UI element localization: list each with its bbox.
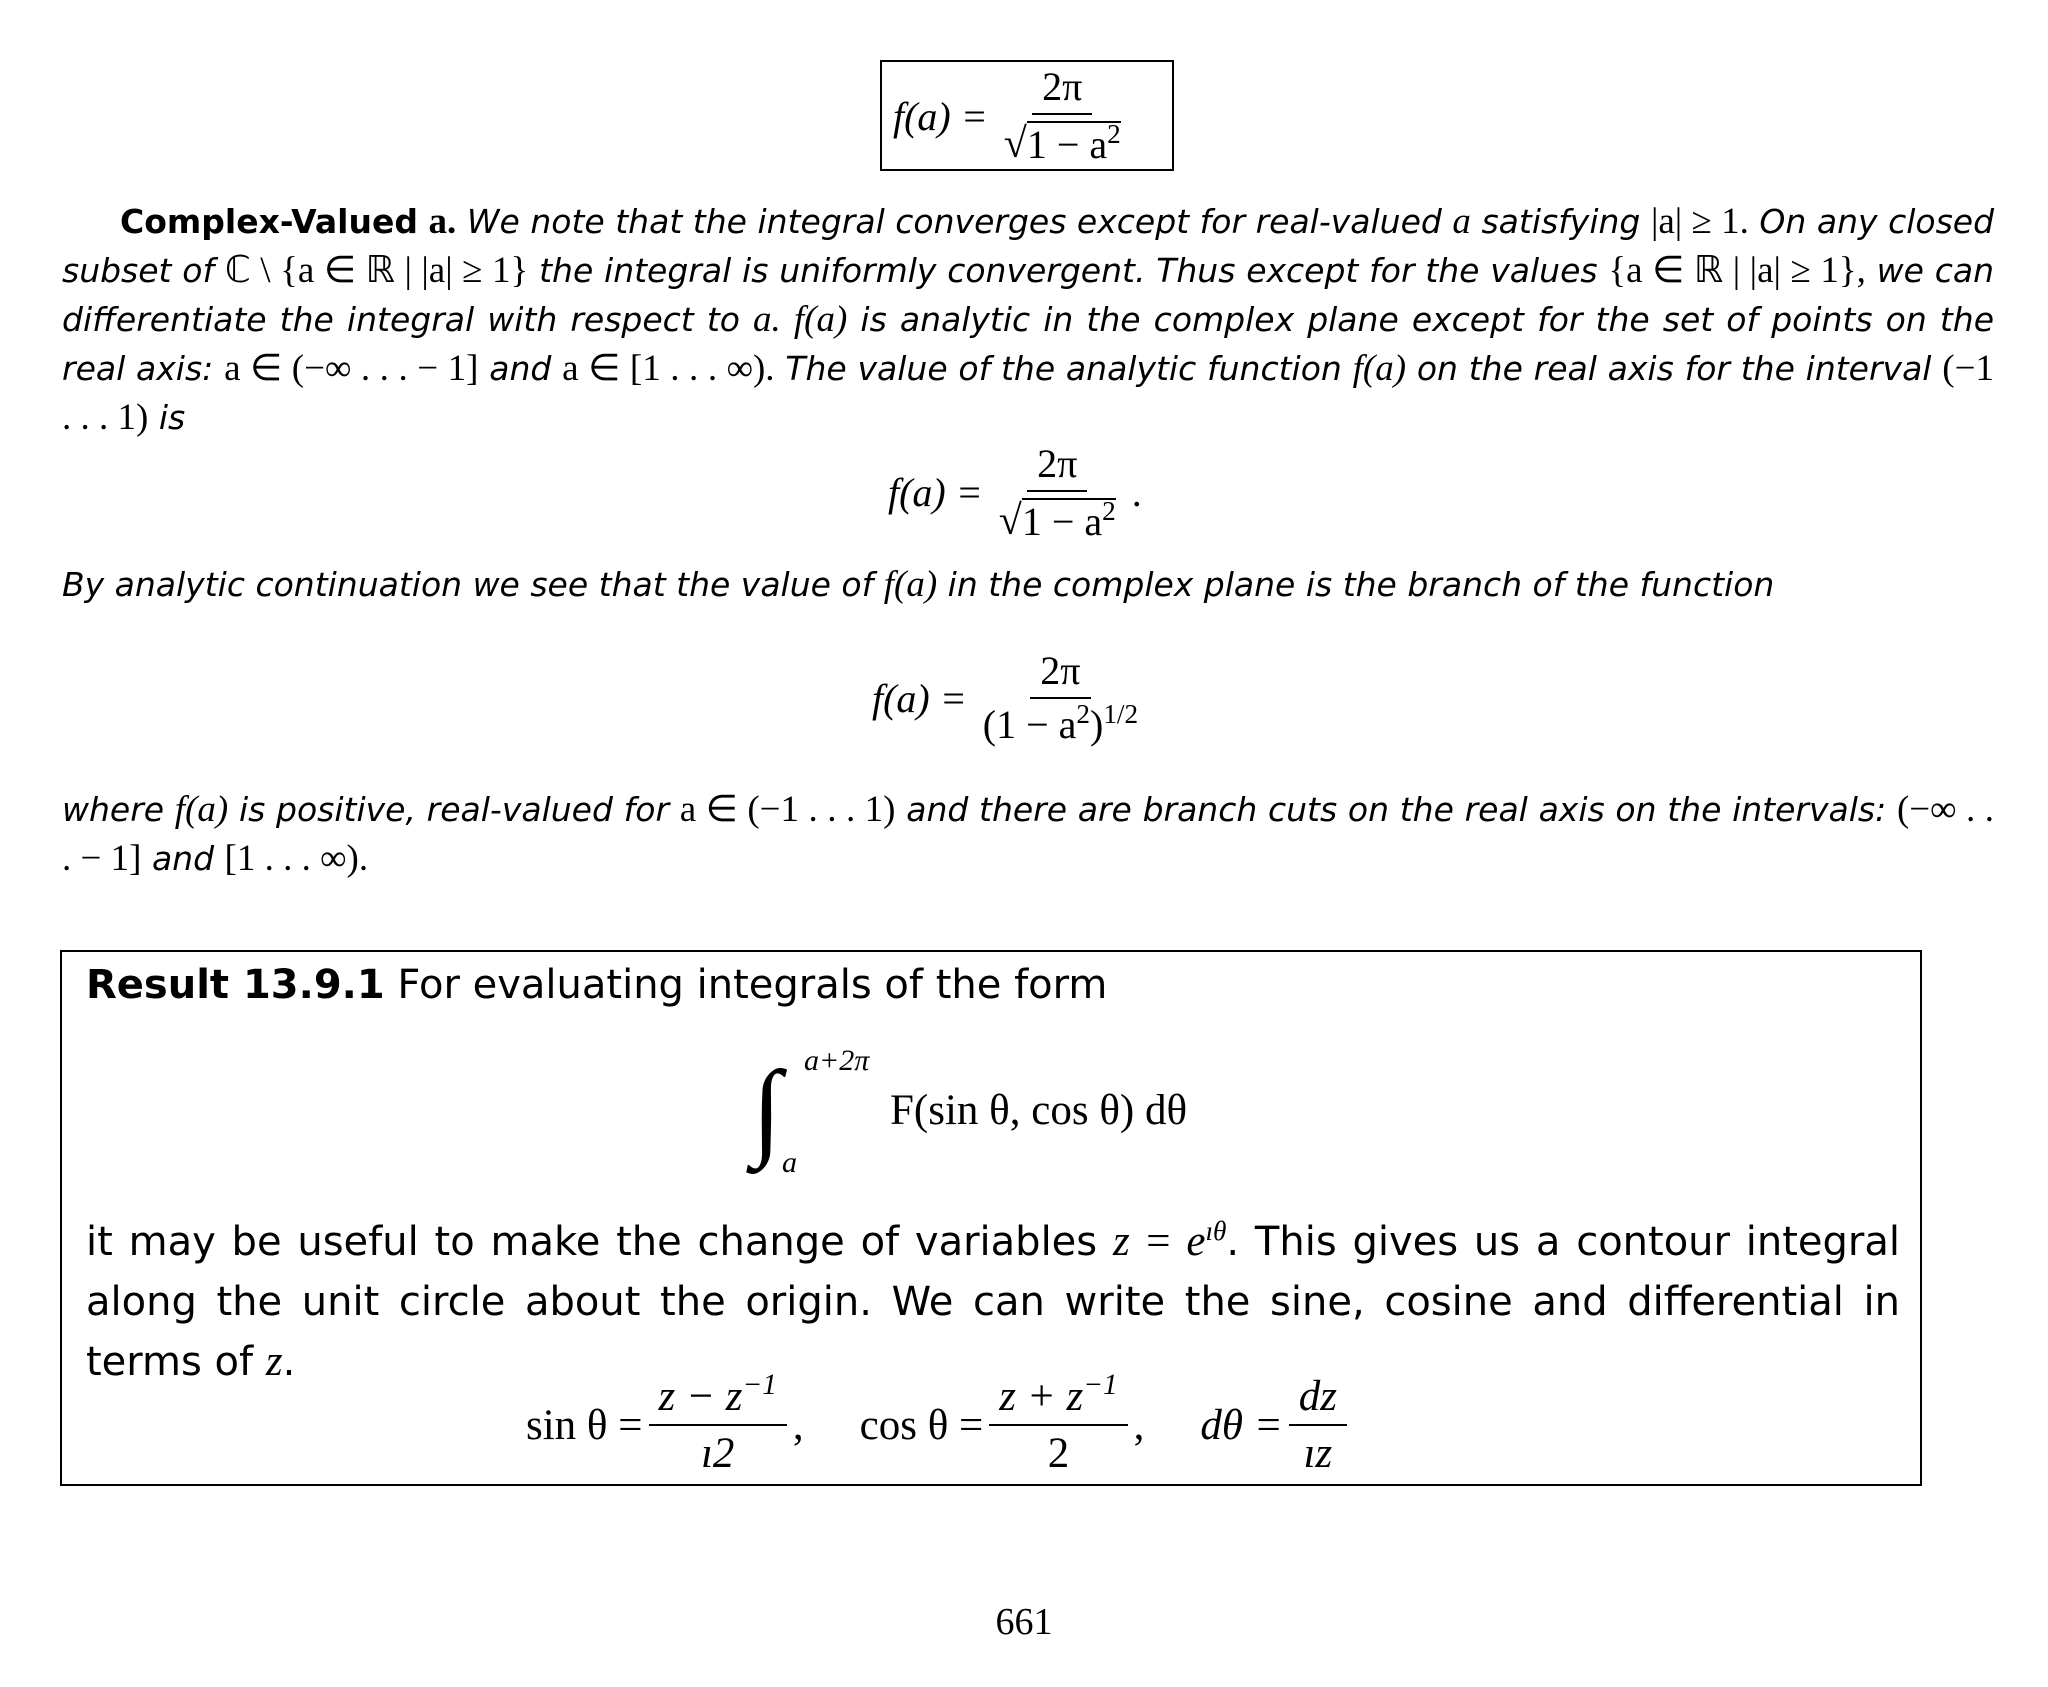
math-inline: [1 . . . ∞). <box>224 838 369 879</box>
integral-integrand: F(sin θ, cos θ) dθ <box>890 1087 1188 1134</box>
display-equation-power <box>872 648 1154 748</box>
text-run: satisfying <box>1481 202 1641 241</box>
inverse-exponent: −1 <box>742 1368 777 1401</box>
cos-numerator-text: z + z <box>999 1373 1084 1420</box>
math-inline: a. <box>753 299 781 340</box>
inverse-exponent: −1 <box>1083 1368 1118 1401</box>
paragraph-lead: Complex-Valued <box>120 202 418 241</box>
text-run: On any closed subset of <box>62 202 1995 290</box>
math-inline: {a ∈ ℝ | |a| ≥ 1}, <box>1608 250 1866 291</box>
sin-numerator-text: z − z <box>658 1373 743 1420</box>
text-run: is analytic in the complex plane except for the set of points on the real axis: <box>62 300 1994 388</box>
display-equation-denominator <box>989 492 1126 542</box>
denominator-close: ) <box>1089 702 1104 747</box>
display-equation-numerator: 2π <box>1027 444 1087 492</box>
result-heading: Result 13.9.1 <box>86 962 385 1008</box>
paragraph-analytic-continuation <box>62 560 1994 609</box>
text-run: is positive, real-valued for <box>238 790 670 829</box>
result-intro <box>86 955 1900 1015</box>
sin-denominator: ı2 <box>700 1430 735 1477</box>
math-inline: a <box>1452 201 1471 242</box>
differential-lhs: dθ = <box>1200 1401 1283 1449</box>
math-inline: f(a) <box>1352 348 1407 389</box>
result-integral <box>752 1040 1252 1180</box>
boxed-equation-lhs: f(a) = <box>893 93 988 139</box>
sqrt-symbol: √ $1 - a^2$ <box>998 495 1116 544</box>
math-inline: ℂ \ {a ∈ ℝ | |a| ≥ 1} <box>224 250 529 291</box>
separator-comma: , <box>792 1401 804 1449</box>
display-equation-radicand: 1 − a <box>1021 498 1103 544</box>
text-run: on the real axis for the interval <box>1416 349 1932 388</box>
math-inline: f(a) <box>174 789 229 830</box>
denominator-exponent: 1/2 <box>1103 699 1139 730</box>
differential-numerator: dz <box>1289 1375 1347 1426</box>
display-equation-numerator: 2π <box>1030 651 1090 699</box>
substitution-equations <box>526 1370 1353 1480</box>
text-run: . This gives us a contour integral along the unit circle about the origin. We can write the sine, cosine and differential in terms of <box>86 1219 1901 1385</box>
display-equation-denominator: $(1 - a^2)^{1/2}$ <box>982 699 1139 747</box>
text-run: . <box>282 1339 296 1385</box>
text-run: in the complex plane is the branch of the function <box>947 565 1775 604</box>
math-inline: |a| ≥ 1. <box>1650 201 1749 242</box>
boxed-equation-radicand: 1 − a <box>1026 122 1108 167</box>
math-inline: (−∞ . . . − 1] <box>62 789 1994 879</box>
cos-numerator <box>989 1368 1127 1426</box>
result-intro-text: For evaluating integrals of the form <box>397 962 1108 1008</box>
sin-numerator <box>649 1368 787 1426</box>
boxed-equation <box>893 66 1137 166</box>
text-run: The value of the analytic function <box>785 349 1342 388</box>
math-inline: a ∈ (−1 . . . 1) <box>679 789 896 830</box>
text-run: and <box>151 839 215 878</box>
cos-lhs: cos θ = <box>859 1401 984 1449</box>
result-body <box>86 1212 1900 1392</box>
paragraph-branch-cuts <box>62 785 1994 883</box>
math-inline: (−1 . . . 1) <box>62 348 1994 438</box>
sin-fraction <box>649 1368 787 1477</box>
differential-denominator: ız <box>1303 1430 1333 1477</box>
cos-denominator: 2 <box>1047 1430 1070 1477</box>
math-inline: f(a) <box>883 564 938 605</box>
integral-lower-limit: a <box>782 1146 797 1179</box>
display-equation-lhs: f(a) = <box>872 675 967 721</box>
math-inline: a ∈ (−∞ . . . − 1] <box>224 348 479 389</box>
display-equation-fraction <box>989 440 1126 544</box>
page-number: 661 <box>995 1601 1053 1643</box>
sqrt-symbol: √ $1 - a^2$ <box>1003 119 1121 167</box>
display-equation-sqrt <box>888 440 1142 545</box>
math-inline: z = e <box>1112 1218 1206 1265</box>
math-inline: a ∈ [1 . . . ∞). <box>562 348 775 389</box>
text-run: and there are branch cuts on the real axis on the intervals: <box>906 790 1887 829</box>
denominator-base: (1 − a <box>982 702 1077 747</box>
text-run: We note that the integral converges except for real-valued <box>466 202 1442 241</box>
boxed-equation-numerator: 2π <box>1032 67 1092 115</box>
text-run: where <box>62 790 165 829</box>
text-run: we can differentiate the integral with respect to <box>62 251 1994 339</box>
boxed-equation-denominator <box>994 115 1131 165</box>
paragraph-lead-variable: a. <box>428 201 457 242</box>
display-equation-fraction <box>973 648 1148 747</box>
cos-fraction <box>989 1368 1127 1477</box>
math-inline: f(a) <box>793 299 848 340</box>
paragraph-complex-valued <box>62 197 1994 442</box>
text-run: it may be useful to make the change of variables <box>86 1219 1098 1265</box>
separator-comma: , <box>1133 1401 1145 1449</box>
differential-fraction <box>1289 1375 1347 1475</box>
display-equation-period: . <box>1131 470 1142 515</box>
text-run: the integral is uniformly convergent. Thus except for the values <box>539 251 1598 290</box>
boxed-equation-fraction <box>994 64 1131 167</box>
text-run: is <box>158 398 186 437</box>
display-equation-lhs: f(a) = <box>888 470 983 515</box>
text-run: By analytic continuation we see that the value of <box>62 565 874 604</box>
math-inline: z <box>265 1338 283 1385</box>
integral-upper-limit: a+2π <box>804 1044 870 1077</box>
text-run: and <box>489 349 552 388</box>
sin-lhs: sin θ = <box>526 1401 643 1449</box>
math-exponent: ıθ <box>1205 1216 1227 1247</box>
integral-sign: ∫ <box>752 1050 782 1169</box>
